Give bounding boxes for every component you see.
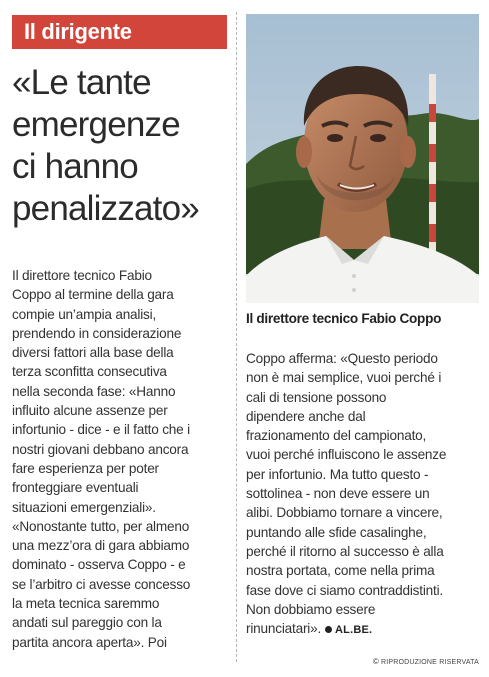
body-line: perché il ritorno al successo è alla (246, 543, 444, 559)
body-line: compie un’ampia analisi, (12, 306, 157, 322)
copyright-notice (373, 657, 479, 666)
bullet-dot-icon (325, 626, 332, 633)
body-line: dipendere anche dal (246, 408, 366, 424)
copyright-text: RIPRODUZIONE RISERVATA (380, 659, 479, 666)
section-header-bar (12, 15, 227, 49)
body-line: una mezz’ora di gara abbiamo (12, 538, 190, 554)
body-line: nella seconda fase: «Hanno (12, 383, 176, 399)
body-line: frazionamento del campionato, (246, 428, 427, 444)
body-line: infortunio - dice - e il fatto che i (12, 422, 190, 438)
body-line: fronteggiare eventuali (12, 480, 139, 496)
body-line: alibi. Dobbiamo tornare a vincere, (246, 505, 443, 521)
column-divider (236, 12, 237, 662)
body-line: non è mai semplice, vuoi perché i (246, 370, 442, 386)
body-line: vuoi perché influiscono le assenze (246, 447, 447, 463)
body-line: Non dobbiamo essere (246, 601, 376, 617)
body-line: situazioni emergenziali». (12, 499, 156, 515)
body-line: Coppo afferma: «Questo periodo (246, 351, 438, 366)
body-line: puntando alle sfide casalinghe, (246, 524, 427, 540)
portrait-photo (246, 14, 479, 303)
body-line: nostri giovani debbano ancora (12, 441, 189, 457)
body-line: Coppo al termine della gara (12, 287, 174, 303)
headline-line: ci hanno (12, 147, 138, 186)
last-line-text: rinunciatari». (246, 621, 322, 637)
body-line: cali di tensione possono (246, 389, 387, 405)
body-line: fare esperienza per poter (12, 460, 159, 476)
body-line: andati sul pareggio con la (12, 615, 162, 631)
headline (12, 62, 234, 230)
photo-caption: Il direttore tecnico Fabio Coppo (246, 311, 442, 326)
body-line: terza sconfitta consecutiva (12, 364, 167, 380)
body-line: prendendo in considerazione (12, 325, 182, 341)
copyright-icon: © (372, 657, 379, 666)
headline-line: penalizzato» (12, 189, 199, 228)
body-line: «Nonostante tutto, per almeno (12, 518, 190, 534)
body-line: partita ancora aperta». Poi (12, 634, 167, 650)
section-title: Il dirigente (24, 19, 132, 44)
headline-line: emergenze (12, 105, 180, 144)
author-signature: AL.BE. (335, 624, 373, 637)
body-line: sottolinea - non deve essere un (246, 486, 430, 502)
body-line: diversi fattori alla base della (12, 345, 174, 361)
body-line: se l’arbitro ci avesse concesso (12, 576, 191, 592)
portrait-illustration (246, 14, 479, 303)
headline-line: «Le tante (12, 63, 151, 102)
body-line: dominato - osserva Coppo - e (12, 557, 186, 573)
body-line: influito alcune assenze per (12, 403, 168, 419)
article-body-left (12, 266, 234, 652)
body-line: Il direttore tecnico Fabio (12, 268, 152, 283)
body-line: la meta tecnica saremmo (12, 596, 160, 612)
body-line: nostra portata, come nella prima (246, 563, 435, 579)
body-line: fase dove ci siamo contraddistinti. (246, 582, 444, 598)
body-line: per infortunio. Ma tutto questo - (246, 466, 429, 482)
body-line-last (246, 619, 481, 640)
article-body-right (246, 349, 481, 640)
